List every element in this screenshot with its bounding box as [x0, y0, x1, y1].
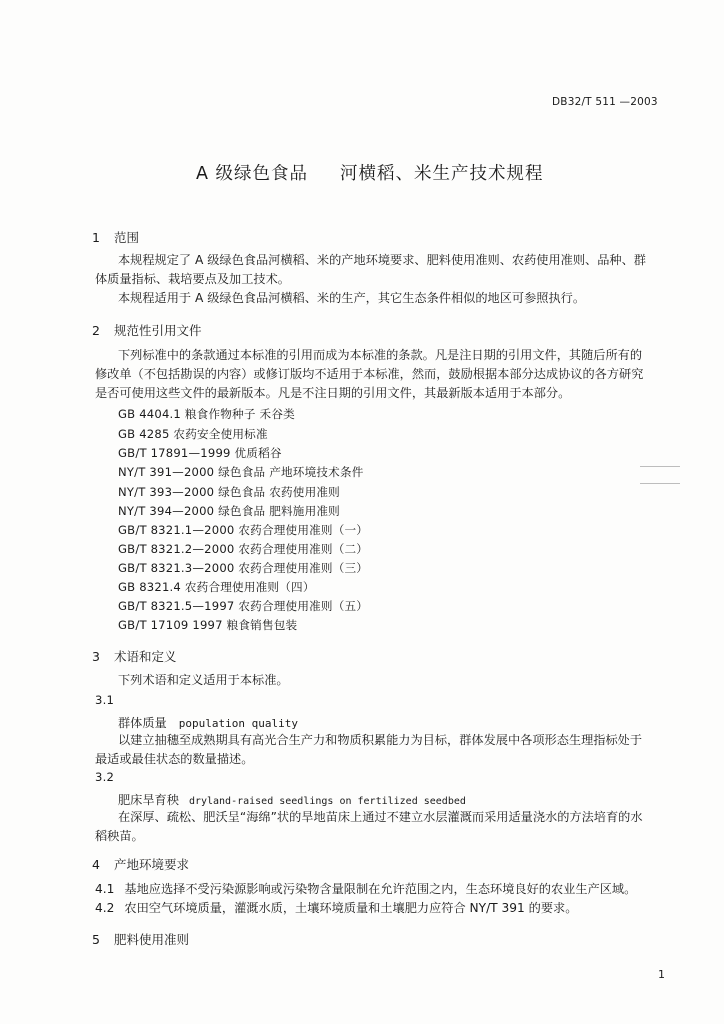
section-2-heading: 2 规范性引用文件 [92, 323, 202, 338]
reference-item: GB/T 8321.3—2000 农药合理使用准则（三） [118, 561, 369, 575]
reference-item: GB/T 8321.1—2000 农药合理使用准则（一） [118, 523, 369, 537]
section-1-heading: 1 范围 [92, 230, 140, 245]
subsection-4-1-text: 基地应选择不受污染源影响或污染物含量限制在允许范围之内，生态环境良好的农业生产区域。 [124, 882, 637, 896]
reference-item: GB/T 17109 1997 粮食销售包装 [118, 618, 298, 632]
subsection-3-2-number: 3.2 [95, 770, 115, 784]
term-3-2-chinese: 肥床旱育秧 [118, 793, 179, 807]
reference-item: GB/T 17891—1999 优质稻谷 [118, 446, 282, 460]
term-3-1-english: population quality [178, 717, 298, 730]
title-part-1: A 级绿色食品 [196, 164, 309, 184]
reference-item: NY/T 393—2000 绿色食品 农药使用准则 [118, 485, 340, 499]
term-3-1-chinese: 群体质量 [118, 716, 167, 730]
section-3-heading: 3 术语和定义 [92, 649, 177, 664]
scan-artifact [640, 466, 680, 467]
term-3-2-definition-b: 稻秧苗。 [95, 829, 144, 843]
reference-item: GB 4404.1 粮食作物种子 禾谷类 [118, 407, 295, 421]
reference-item: GB 4285 农药安全使用标准 [118, 427, 268, 441]
term-3-2 [118, 789, 466, 810]
term-3-1 [118, 712, 298, 733]
subsection-4-2-text: 农田空气环境质量，灌溉水质，土壤环境质量和土壤肥力应符合 NY/T 391 的要求。 [124, 901, 578, 915]
section-2-paragraph-a: 下列标准中的条款通过本标准的引用而成为本标准的条款。凡是注日期的引用文件，其随后所有的 [118, 348, 643, 362]
subsection-4-2 [95, 899, 577, 918]
scan-artifact [640, 483, 680, 484]
term-3-1-definition-a: 以建立抽穗至成熟期具有高光合生产力和物质积累能力为目标，群体发展中各项形态生理指标处于 [118, 733, 643, 747]
standard-code: DB32/T 511 —2003 [552, 96, 658, 108]
section-1-paragraph-2: 本规程适用于 A 级绿色食品河横稻、米的生产，其它生态条件相似的地区可参照执行。 [118, 291, 586, 305]
document-title [196, 160, 544, 185]
page-number: 1 [658, 968, 665, 981]
reference-item: GB/T 8321.5—1997 农药合理使用准则（五） [118, 599, 369, 613]
subsection-4-1 [95, 880, 636, 899]
term-3-2-definition-a: 在深厚、疏松、肥沃呈“海绵”状的旱地苗床上通过不建立水层灌溉而采用适量浇水的方法培育的水 [118, 810, 643, 824]
reference-item: GB 8321.4 农药合理使用准则（四） [118, 580, 315, 594]
reference-item: NY/T 391—2000 绿色食品 产地环境技术条件 [118, 465, 364, 479]
subsection-4-2-number: 4.2 [95, 901, 115, 915]
section-2-paragraph-c: 是否可使用这些文件的最新版本。凡是不注日期的引用文件，其最新版本适用于本部分。 [95, 386, 571, 400]
section-4-heading: 4 产地环境要求 [92, 857, 190, 872]
section-1-paragraph-1b: 体质量指标、栽培要点及加工技术。 [95, 272, 290, 286]
section-1-paragraph-1a: 本规程规定了 A 级绿色食品河横稻、米的产地环境要求、肥料使用准则、农药使用准则、品种、群 [118, 253, 646, 267]
title-part-2: 河横稻、米生产技术规程 [340, 164, 544, 184]
reference-item: GB/T 8321.2—2000 农药合理使用准则（二） [118, 542, 369, 556]
reference-item: NY/T 394—2000 绿色食品 肥料施用准则 [118, 504, 340, 518]
section-3-paragraph: 下列术语和定义适用于本标准。 [118, 673, 289, 687]
section-2-paragraph-b: 修改单（不包括勘误的内容）或修订版均不适用于本标准，然而，鼓励根据本部分达成协议的各方研究 [95, 367, 644, 381]
subsection-3-1-number: 3.1 [95, 693, 115, 707]
subsection-4-1-number: 4.1 [95, 882, 115, 896]
section-5-heading: 5 肥料使用准则 [92, 932, 190, 947]
term-3-2-english: dryland-raised seedlings on fertilized seedbed [188, 796, 466, 807]
term-3-1-definition-b: 最适或最佳状态的数量描述。 [95, 752, 254, 766]
